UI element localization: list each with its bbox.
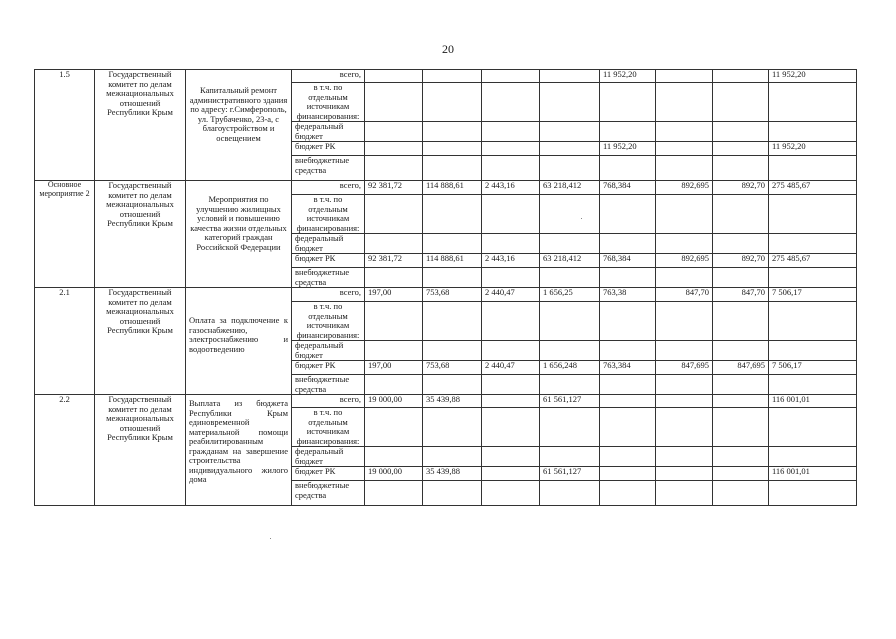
value-cell bbox=[600, 341, 656, 361]
value-cell: 753,68 bbox=[423, 361, 482, 375]
value-cell bbox=[482, 341, 540, 361]
value-cell bbox=[656, 142, 713, 156]
value-cell bbox=[365, 122, 423, 142]
value-cell: 19 000,00 bbox=[365, 395, 423, 408]
executor-cell: Государственный комитет по делам межнациональных отношений Республики Крым bbox=[95, 288, 186, 395]
value-cell: 768,384 bbox=[600, 181, 656, 195]
value-cell bbox=[540, 156, 600, 181]
table-row bbox=[35, 181, 857, 195]
value-cell bbox=[656, 395, 713, 408]
value-cell bbox=[713, 122, 769, 142]
funding-source-label: федеральный бюджет bbox=[292, 122, 365, 142]
funding-source-label: в т.ч. по отдельным источникам финансирования: bbox=[292, 83, 365, 122]
value-cell bbox=[600, 195, 656, 234]
value-cell bbox=[656, 156, 713, 181]
funding-source-label: в т.ч. по отдельным источникам финансирования: bbox=[292, 408, 365, 447]
value-cell: 847,70 bbox=[713, 288, 769, 302]
value-cell bbox=[656, 268, 713, 288]
table-row bbox=[35, 70, 857, 83]
value-cell: 847,70 bbox=[656, 288, 713, 302]
item-number: 2.1 bbox=[35, 288, 95, 395]
value-cell bbox=[713, 234, 769, 254]
value-cell bbox=[713, 341, 769, 361]
value-cell: 92 381,72 bbox=[365, 181, 423, 195]
value-cell bbox=[365, 195, 423, 234]
value-cell: 63 218,412 bbox=[540, 254, 600, 268]
value-cell: 1 656,25 bbox=[540, 288, 600, 302]
value-cell bbox=[540, 70, 600, 83]
value-cell: 61 561,127 bbox=[540, 395, 600, 408]
budget-table-body bbox=[35, 70, 857, 506]
value-cell bbox=[713, 467, 769, 481]
value-cell: 2 440,47 bbox=[482, 361, 540, 375]
value-cell bbox=[423, 447, 482, 467]
funding-source-label: федеральный бюджет bbox=[292, 447, 365, 467]
value-cell: 114 888,61 bbox=[423, 181, 482, 195]
value-cell: 847,695 bbox=[713, 361, 769, 375]
executor-cell: Государственный комитет по делам межнациональных отношений Республики Крым bbox=[95, 70, 186, 181]
value-cell bbox=[540, 122, 600, 142]
value-cell bbox=[482, 83, 540, 122]
value-cell: 847,695 bbox=[656, 361, 713, 375]
value-cell bbox=[600, 268, 656, 288]
value-cell bbox=[423, 481, 482, 506]
value-cell bbox=[423, 408, 482, 447]
value-cell bbox=[600, 395, 656, 408]
value-cell: 7 506,17 bbox=[769, 288, 857, 302]
item-number: 1.5 bbox=[35, 70, 95, 181]
value-cell: 763,38 bbox=[600, 288, 656, 302]
value-cell bbox=[600, 481, 656, 506]
measure-name-cell: Оплата за подключение к газоснабжению, электроснабжению и водоотведению bbox=[186, 288, 292, 395]
funding-source-label: федеральный бюджет bbox=[292, 341, 365, 361]
value-cell: 1 656,248 bbox=[540, 361, 600, 375]
value-cell bbox=[540, 481, 600, 506]
funding-source-label: бюджет РК bbox=[292, 142, 365, 156]
value-cell bbox=[769, 341, 857, 361]
measure-name-cell: Капитальный ремонт административного здания по адресу: г.Симферополь, ул. Трубаченко, 23-а, с благоустройством и освещением bbox=[186, 70, 292, 181]
funding-source-label: бюджет РК bbox=[292, 467, 365, 481]
funding-source-label: внебюджетные средства bbox=[292, 156, 365, 181]
value-cell bbox=[769, 122, 857, 142]
value-cell bbox=[482, 156, 540, 181]
value-cell bbox=[713, 195, 769, 234]
value-cell bbox=[600, 302, 656, 341]
page-number: 20 bbox=[442, 42, 454, 56]
value-cell bbox=[769, 156, 857, 181]
value-cell bbox=[713, 408, 769, 447]
value-cell: 114 888,61 bbox=[423, 254, 482, 268]
value-cell: 116 001,01 bbox=[769, 467, 857, 481]
value-cell: 61 561,127 bbox=[540, 467, 600, 481]
budget-table bbox=[34, 69, 857, 506]
value-cell bbox=[423, 234, 482, 254]
value-cell: 753,68 bbox=[423, 288, 482, 302]
value-cell: 35 439,88 bbox=[423, 395, 482, 408]
value-cell bbox=[423, 341, 482, 361]
value-cell bbox=[365, 70, 423, 83]
value-cell: 197,00 bbox=[365, 288, 423, 302]
funding-source-label: всего, bbox=[292, 395, 365, 408]
value-cell bbox=[423, 142, 482, 156]
value-cell bbox=[600, 408, 656, 447]
value-cell bbox=[540, 83, 600, 122]
value-cell bbox=[482, 302, 540, 341]
value-cell bbox=[482, 395, 540, 408]
value-cell bbox=[713, 395, 769, 408]
measure-name-cell: Мероприятия по улучшению жилищных условий и повышению качества жизни отдельных категорий граждан Российской Федерации bbox=[186, 181, 292, 288]
value-cell bbox=[365, 83, 423, 122]
value-cell bbox=[482, 234, 540, 254]
executor-cell: Государственный комитет по делам межнациональных отношений Республики Крым bbox=[95, 395, 186, 506]
funding-source-label: бюджет РК bbox=[292, 254, 365, 268]
value-cell: 2 443,16 bbox=[482, 181, 540, 195]
value-cell bbox=[769, 481, 857, 506]
value-cell bbox=[365, 234, 423, 254]
value-cell bbox=[713, 83, 769, 122]
funding-source-label: бюджет РК bbox=[292, 361, 365, 375]
value-cell bbox=[769, 83, 857, 122]
value-cell: 763,384 bbox=[600, 361, 656, 375]
value-cell: 892,695 bbox=[656, 254, 713, 268]
value-cell bbox=[365, 375, 423, 395]
value-cell bbox=[600, 122, 656, 142]
value-cell bbox=[540, 268, 600, 288]
funding-source-label: всего, bbox=[292, 70, 365, 83]
value-cell: 892,695 bbox=[656, 181, 713, 195]
value-cell: 35 439,88 bbox=[423, 467, 482, 481]
value-cell bbox=[423, 122, 482, 142]
value-cell bbox=[656, 195, 713, 234]
value-cell bbox=[656, 467, 713, 481]
funding-source-label: всего, bbox=[292, 181, 365, 195]
value-cell bbox=[423, 375, 482, 395]
value-cell: 275 485,67 bbox=[769, 254, 857, 268]
value-cell bbox=[540, 195, 600, 234]
value-cell bbox=[713, 142, 769, 156]
item-number: Основное мероприятие 2 bbox=[35, 181, 95, 288]
value-cell bbox=[482, 122, 540, 142]
value-cell: 11 952,20 bbox=[600, 142, 656, 156]
value-cell bbox=[365, 481, 423, 506]
value-cell bbox=[600, 467, 656, 481]
value-cell bbox=[713, 156, 769, 181]
value-cell bbox=[600, 156, 656, 181]
value-cell bbox=[482, 375, 540, 395]
value-cell bbox=[365, 447, 423, 467]
value-cell bbox=[423, 70, 482, 83]
value-cell bbox=[482, 268, 540, 288]
value-cell: 11 952,20 bbox=[769, 70, 857, 83]
value-cell: 892,70 bbox=[713, 254, 769, 268]
funding-source-label: внебюджетные средства bbox=[292, 268, 365, 288]
value-cell bbox=[540, 234, 600, 254]
value-cell bbox=[423, 195, 482, 234]
value-cell bbox=[656, 83, 713, 122]
funding-source-label: внебюджетные средства bbox=[292, 375, 365, 395]
value-cell bbox=[656, 375, 713, 395]
value-cell bbox=[482, 481, 540, 506]
value-cell: 19 000,00 bbox=[365, 467, 423, 481]
value-cell bbox=[540, 447, 600, 467]
measure-name-cell: Выплата из бюджета Республики Крым единовременной материальной помощи реабилитированным гражданам на завершение строительства индивидуального жилого дома bbox=[186, 395, 292, 506]
value-cell bbox=[656, 122, 713, 142]
value-cell bbox=[656, 481, 713, 506]
value-cell bbox=[600, 375, 656, 395]
value-cell bbox=[482, 467, 540, 481]
value-cell bbox=[482, 70, 540, 83]
value-cell bbox=[713, 375, 769, 395]
value-cell bbox=[769, 302, 857, 341]
value-cell: 63 218,412 bbox=[540, 181, 600, 195]
value-cell bbox=[656, 447, 713, 467]
value-cell bbox=[769, 408, 857, 447]
table-row bbox=[35, 395, 857, 408]
funding-source-label: внебюджетные средства bbox=[292, 481, 365, 506]
value-cell bbox=[540, 142, 600, 156]
value-cell bbox=[656, 234, 713, 254]
executor-cell: Государственный комитет по делам межнациональных отношений Республики Крым bbox=[95, 181, 186, 288]
value-cell bbox=[365, 156, 423, 181]
value-cell bbox=[423, 268, 482, 288]
funding-source-label: всего, bbox=[292, 288, 365, 302]
value-cell bbox=[713, 481, 769, 506]
value-cell bbox=[600, 83, 656, 122]
value-cell: 7 506,17 bbox=[769, 361, 857, 375]
value-cell bbox=[482, 142, 540, 156]
value-cell bbox=[713, 70, 769, 83]
value-cell bbox=[769, 375, 857, 395]
value-cell bbox=[600, 234, 656, 254]
value-cell bbox=[713, 447, 769, 467]
value-cell bbox=[540, 408, 600, 447]
value-cell bbox=[540, 341, 600, 361]
value-cell: 11 952,20 bbox=[600, 70, 656, 83]
value-cell bbox=[769, 195, 857, 234]
value-cell bbox=[769, 234, 857, 254]
value-cell bbox=[656, 408, 713, 447]
table-row bbox=[35, 288, 857, 302]
value-cell: 2 440,47 bbox=[482, 288, 540, 302]
value-cell bbox=[540, 375, 600, 395]
value-cell bbox=[769, 268, 857, 288]
value-cell: 892,70 bbox=[713, 181, 769, 195]
value-cell bbox=[365, 341, 423, 361]
value-cell: 197,00 bbox=[365, 361, 423, 375]
value-cell bbox=[365, 408, 423, 447]
value-cell bbox=[713, 302, 769, 341]
value-cell bbox=[365, 268, 423, 288]
value-cell bbox=[769, 447, 857, 467]
value-cell bbox=[423, 302, 482, 341]
value-cell bbox=[365, 302, 423, 341]
value-cell bbox=[423, 156, 482, 181]
item-number: 2.2 bbox=[35, 395, 95, 506]
value-cell bbox=[482, 408, 540, 447]
funding-source-label: федеральный бюджет bbox=[292, 234, 365, 254]
value-cell bbox=[600, 447, 656, 467]
value-cell bbox=[482, 447, 540, 467]
funding-source-label: в т.ч. по отдельным источникам финансирования: bbox=[292, 195, 365, 234]
value-cell bbox=[713, 268, 769, 288]
value-cell: 768,384 bbox=[600, 254, 656, 268]
value-cell: 116 001,01 bbox=[769, 395, 857, 408]
value-cell: 2 443,16 bbox=[482, 254, 540, 268]
scan-speck bbox=[270, 538, 271, 539]
value-cell: 275 485,67 bbox=[769, 181, 857, 195]
scan-speck bbox=[581, 218, 582, 219]
value-cell: 11 952,20 bbox=[769, 142, 857, 156]
funding-source-label: в т.ч. по отдельным источникам финансирования: bbox=[292, 302, 365, 341]
value-cell bbox=[540, 302, 600, 341]
value-cell: 92 381,72 bbox=[365, 254, 423, 268]
value-cell bbox=[656, 341, 713, 361]
value-cell bbox=[656, 302, 713, 341]
value-cell bbox=[365, 142, 423, 156]
value-cell bbox=[482, 195, 540, 234]
value-cell bbox=[656, 70, 713, 83]
value-cell bbox=[423, 83, 482, 122]
